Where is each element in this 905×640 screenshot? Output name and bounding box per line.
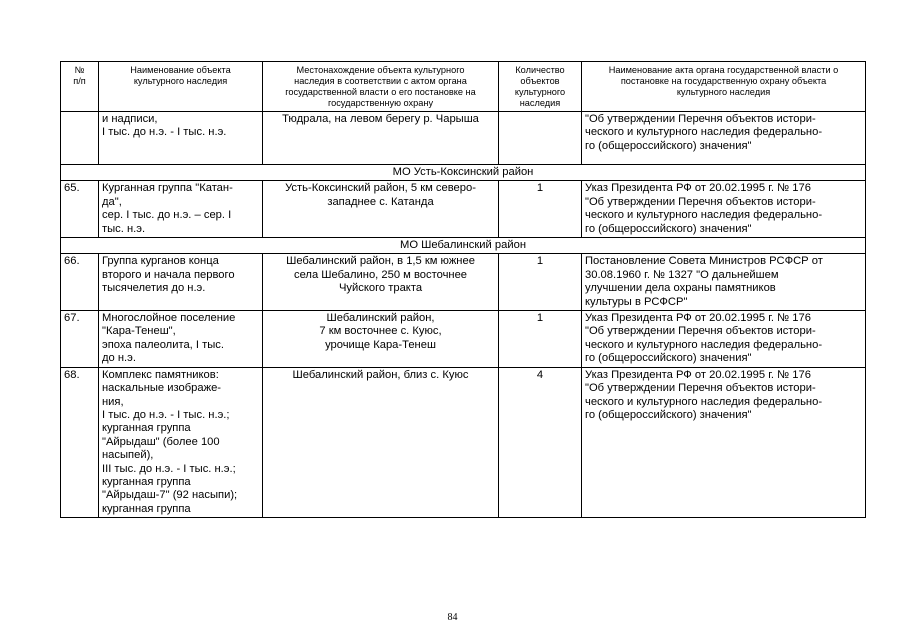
cell-count bbox=[499, 112, 582, 165]
heritage-table bbox=[60, 61, 866, 518]
text-line: Количество bbox=[515, 65, 565, 75]
text-line: да", bbox=[102, 195, 122, 208]
section-title: МО Усть-Коксинский район bbox=[61, 165, 866, 181]
text-line: наследия bbox=[519, 98, 561, 108]
text-line: и надписи, bbox=[102, 113, 158, 125]
cell-object-name bbox=[99, 254, 263, 311]
cell-act bbox=[582, 254, 866, 311]
cell-act bbox=[582, 311, 866, 368]
cell-location bbox=[263, 311, 499, 368]
cell-object-name bbox=[99, 181, 263, 238]
text-line: ческого и культурного наследия федерально- bbox=[585, 126, 823, 139]
cell-number: 67. bbox=[61, 311, 99, 368]
text-line: Многослойное поселение bbox=[102, 312, 236, 325]
text-line: го (общероссийского) значения" bbox=[585, 139, 752, 152]
text-line: "Айрыдаш" (более 100 bbox=[102, 435, 220, 448]
text-line: "Айрыдаш-7" (92 насыпи); bbox=[102, 489, 238, 502]
cell-location bbox=[263, 112, 499, 165]
text-line: государственной власти о его постановке на bbox=[285, 87, 476, 97]
section-title: МО Шебалинский район bbox=[61, 238, 866, 254]
cell-act bbox=[582, 112, 866, 165]
text-line: тыс. н.э. bbox=[102, 222, 146, 235]
text-line: № bbox=[74, 65, 85, 75]
table-row bbox=[61, 311, 866, 368]
text-line: тысячелетия до н.э. bbox=[102, 282, 206, 295]
text-line: наскальные изображе- bbox=[102, 382, 222, 395]
text-line: I тыс. до н.э. - I тыс. н.э. bbox=[102, 126, 227, 139]
cell-act bbox=[582, 367, 866, 517]
text-line: го (общероссийского) значения" bbox=[585, 352, 752, 365]
section-row bbox=[61, 165, 866, 181]
text-line: сер. I тыс. до н.э. – сер. I bbox=[102, 209, 232, 222]
text-line: культуры в РСФСР" bbox=[585, 295, 688, 308]
text-line: Группа курганов конца bbox=[102, 255, 219, 268]
text-line: го (общероссийского) значения" bbox=[585, 408, 752, 421]
text-line: 7 км восточнее с. Куюс, bbox=[319, 325, 442, 338]
section-row bbox=[61, 238, 866, 254]
text-line: курганная группа bbox=[102, 422, 191, 435]
cell-object-name bbox=[99, 311, 263, 368]
text-line: "Об утверждении Перечня объектов истори- bbox=[585, 113, 816, 125]
text-line: второго и начала первого bbox=[102, 268, 235, 281]
text-line: Указ Президента РФ от 20.02.1995 г. № 176 bbox=[585, 312, 811, 325]
cell-number: 65. bbox=[61, 181, 99, 238]
text-line: Местонахождение объекта культурного bbox=[296, 65, 465, 75]
text-line: до н.э. bbox=[102, 352, 136, 365]
text-line: 30.08.1960 г. № 1327 "О дальнейшем bbox=[585, 268, 779, 281]
text-line: курганная группа bbox=[102, 502, 191, 515]
header-count bbox=[499, 62, 582, 112]
table-row bbox=[61, 112, 866, 165]
cell-act bbox=[582, 181, 866, 238]
text-line: Указ Президента РФ от 20.02.1995 г. № 176 bbox=[585, 182, 811, 195]
text-line: эпоха палеолита, I тыс. bbox=[102, 338, 224, 351]
text-line: культурного наследия bbox=[133, 76, 228, 86]
cell-count: 4 bbox=[499, 367, 582, 517]
text-line: Шебалинский район, в 1,5 км южнее bbox=[286, 255, 475, 268]
cell-count: 1 bbox=[499, 254, 582, 311]
table-row bbox=[61, 254, 866, 311]
cell-count: 1 bbox=[499, 311, 582, 368]
text-line: курганная группа bbox=[102, 475, 191, 488]
text-line: Шебалинский район, bbox=[326, 312, 435, 325]
text-line: го (общероссийского) значения" bbox=[585, 222, 752, 235]
text-line: насыпей), bbox=[102, 449, 154, 462]
text-line: Тюдрала, на левом берегу р. Чарыша bbox=[282, 113, 479, 125]
header-location bbox=[263, 62, 499, 112]
text-line: постановке на государственную охрану объекта bbox=[620, 76, 827, 86]
cell-count: 1 bbox=[499, 181, 582, 238]
text-line: улучшении дела охраны памятников bbox=[585, 282, 776, 295]
text-line: Наименование акта органа государственной власти о bbox=[608, 65, 839, 75]
text-line: культурного наследия bbox=[676, 87, 771, 97]
text-line: ческого и культурного наследия федерально- bbox=[585, 395, 823, 408]
text-line: урочище Кара-Тенеш bbox=[325, 338, 436, 351]
table-row bbox=[61, 181, 866, 238]
cell-object-name bbox=[99, 367, 263, 517]
text-line: Курганная группа "Катан- bbox=[102, 182, 233, 195]
text-line: Чуйского тракта bbox=[338, 282, 423, 295]
text-line: объектов bbox=[520, 76, 560, 86]
cell-number bbox=[61, 112, 99, 165]
cell-location bbox=[263, 254, 499, 311]
text-line: "Об утверждении Перечня объектов истори- bbox=[585, 195, 816, 208]
text-line: Указ Президента РФ от 20.02.1995 г. № 176 bbox=[585, 368, 811, 381]
text-line: "Об утверждении Перечня объектов истори- bbox=[585, 325, 816, 338]
text-line: I тыс. до н.э. - I тыс. н.э.; bbox=[102, 408, 230, 421]
text-line: III тыс. до н.э. - I тыс. н.э.; bbox=[102, 462, 236, 475]
text-line: культурного bbox=[514, 87, 566, 97]
cell-location bbox=[263, 181, 499, 238]
cell-object-name bbox=[99, 112, 263, 165]
header-object-name bbox=[99, 62, 263, 112]
text-line: Наименование объекта bbox=[130, 65, 231, 75]
text-line: Шебалинский район, близ с. Куюс bbox=[292, 368, 469, 381]
text-line: ческого и культурного наследия федерально- bbox=[585, 338, 823, 351]
text-line: ния, bbox=[102, 395, 124, 408]
text-line: государственную охрану bbox=[327, 98, 434, 108]
text-line: Комплекс памятников: bbox=[102, 368, 219, 381]
text-line: западнее с. Катанда bbox=[327, 195, 434, 208]
cell-number: 68. bbox=[61, 367, 99, 517]
text-line: села Шебалино, 250 м восточнее bbox=[293, 268, 468, 281]
cell-location bbox=[263, 367, 499, 517]
table-row bbox=[61, 367, 866, 517]
text-line: "Кара-Тенеш", bbox=[102, 325, 176, 338]
cell-number: 66. bbox=[61, 254, 99, 311]
text-line: наследия в соответствии с актом органа bbox=[294, 76, 467, 86]
text-line: ческого и культурного наследия федерально- bbox=[585, 209, 823, 222]
page-number: 84 bbox=[447, 612, 458, 623]
table-header-row bbox=[61, 62, 866, 112]
header-number bbox=[61, 62, 99, 112]
text-line: "Об утверждении Перечня объектов истори- bbox=[585, 382, 816, 395]
text-line: Усть-Коксинский район, 5 км северо- bbox=[285, 182, 476, 195]
text-line: п/п bbox=[73, 76, 86, 86]
text-line: Постановление Совета Министров РСФСР от bbox=[585, 255, 823, 268]
header-act bbox=[582, 62, 866, 112]
